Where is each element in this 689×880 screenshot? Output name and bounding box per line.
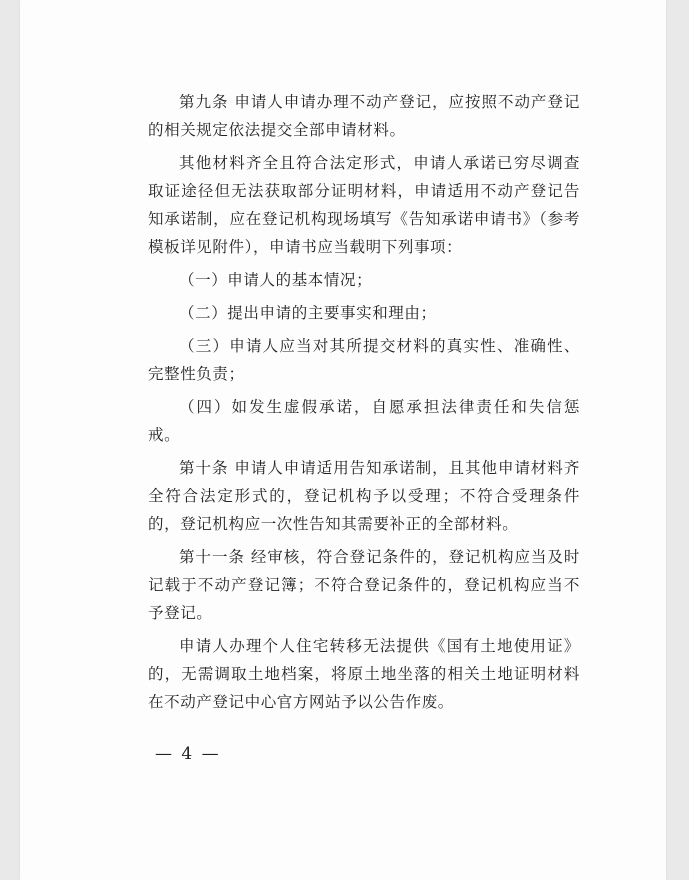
article-10-paragraph: 第十条 申请人申请适用告知承诺制，且其他申请材料齐全符合法定形式的，登记机构予以受理；不符合受理条件的，登记机构应一次性告知其需要补正的全部材料。 [148,459,580,533]
list-item-4: （四）如发生虚假承诺，自愿承担法律责任和失信惩戒。 [148,398,580,444]
commitment-system-paragraph: 其他材料齐全且符合法定形式，申请人承诺已穷尽调查取证途径但无法获取部分证明材料，申请适用不动产登记告知承诺制，应在登记机构现场填写《告知承诺申请书》（参考模板详见附件），申请书应当载明下列事项： [148,154,580,256]
list-item-2: （二）提出申请的主要事实和理由； [179,304,437,322]
article-11-paragraph: 第十一条 经审核，符合登记条件的，登记机构应当及时记载于不动产登记簿；不符合登记条件的，登记机构应当不予登记。 [148,548,580,622]
page-number: — 4 — [155,744,221,764]
list-item-3: （三）申请人应当对其所提交材料的真实性、准确性、完整性负责； [148,337,580,383]
document-page [20,0,666,880]
article-9-paragraph: 第九条 申请人申请办理不动产登记，应按照不动产登记的相关规定依法提交全部申请材料。 [148,93,580,139]
list-item-1: （一）申请人的基本情况； [179,271,373,289]
land-certificate-paragraph: 申请人办理个人住宅转移无法提供《国有土地使用证》的，无需调取土地档案，将原土地坐落的相关土地证明材料在不动产登记中心官方网站予以公告作废。 [148,637,580,711]
document-body [148,88,580,721]
